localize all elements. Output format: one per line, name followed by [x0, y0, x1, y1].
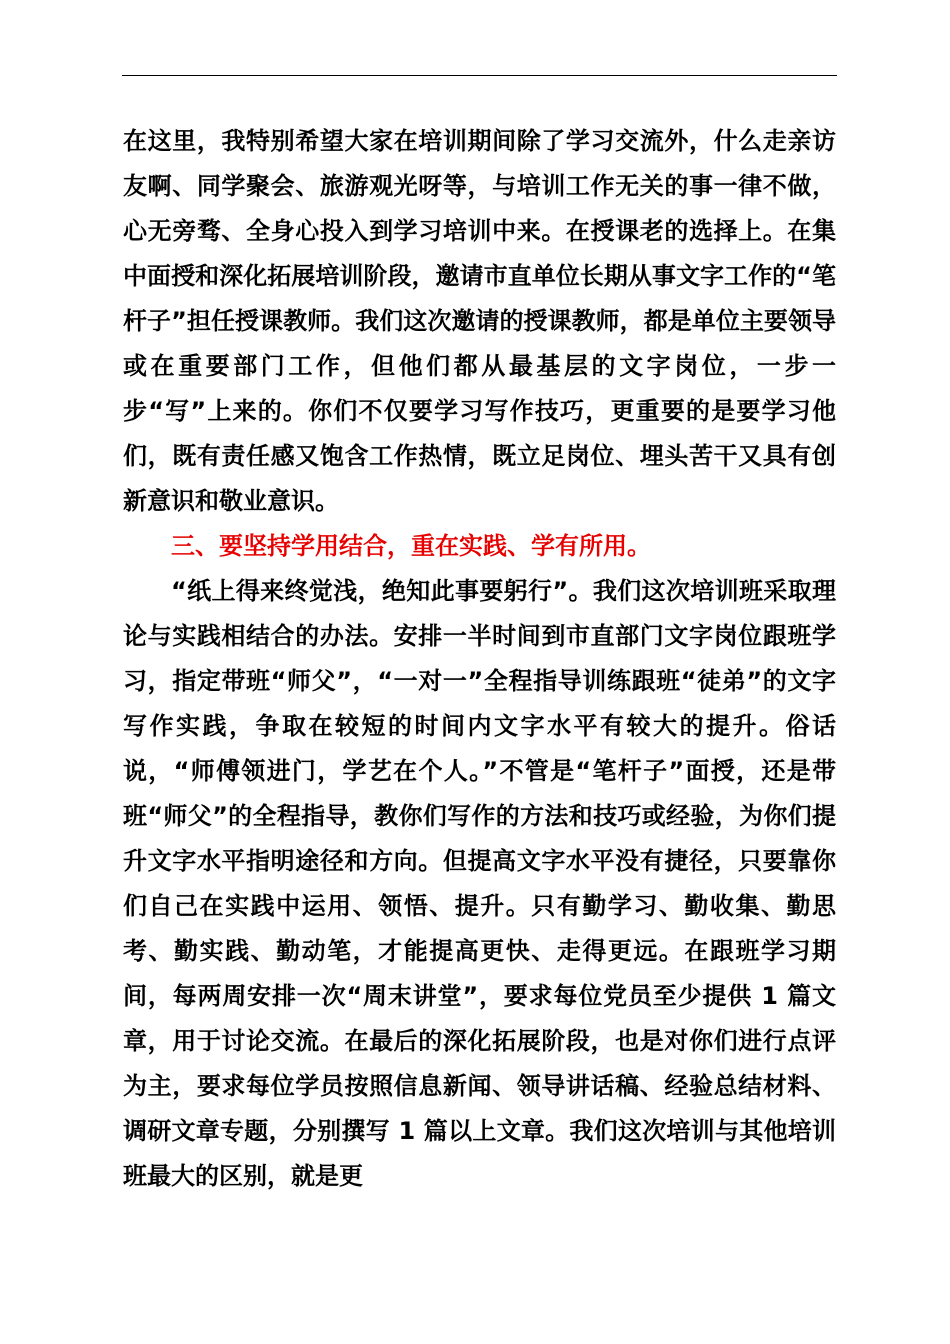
document-body — [123, 119, 836, 1199]
paragraph-training-focus: 在这里，我特别希望大家在培训期间除了学习交流外，什么走亲访友啊、同学聚会、旅游观光呀等，与培训工作无关的事一律不做，心无旁骛、全身心投入到学习培训中来。在授课老的选择上。在集中面授和深化拓展培训阶段，邀请市直单位长期从事文字工作的“笔杆子”担任授课教师。我们这次邀请的授课教师，都是单位主要领导或在重要部门工作，但他们都从最基层的文字岗位，一步一步“写”上来的。你们不仅要学习写作技巧，更重要的是要学习他们，既有责任感又饱含工作热情，既立足岗位、埋头苦干又具有创新意识和敬业意识。 — [123, 127, 836, 515]
section-heading-three: 三、要坚持学用结合，重在实践、学有所用。 — [171, 532, 651, 560]
paragraph-practice: “纸上得来终觉浅，绝知此事要躬行”。我们这次培训班采取理论与实践相结合的办法。安排一半时间到市直部门文字岗位跟班学习，指定带班“师父”，“一对一”全程指导训练跟班“徒弟”的文字写作实践，争取在较短的时间内文字水平有较大的提升。俗话说，“师傅领进门，学艺在个人。”不管是“笔杆子”面授，还是带班“师父”的全程指导，教你们写作的方法和技巧或经验，为你们提升文字水平指明途径和方向。但提高文字水平没有捷径，只要靠你们自己在实践中运用、领悟、提升。只有勤学习、勤收集、勤思考、勤实践、勤动笔，才能提高更快、走得更远。在跟班学习期间，每两周安排一次“周末讲堂”，要求每位党员至少提供 1 篇文章，用于讨论交流。在最后的深化拓展阶段，也是对你们进行点评为主，要求每位学员按照信息新闻、领导讲话稿、经验总结材料、调研文章专题，分别撰写 1 篇以上文章。我们这次培训与其他培训班最大的区别，就是更 — [123, 577, 836, 1190]
header-rule — [122, 75, 837, 76]
